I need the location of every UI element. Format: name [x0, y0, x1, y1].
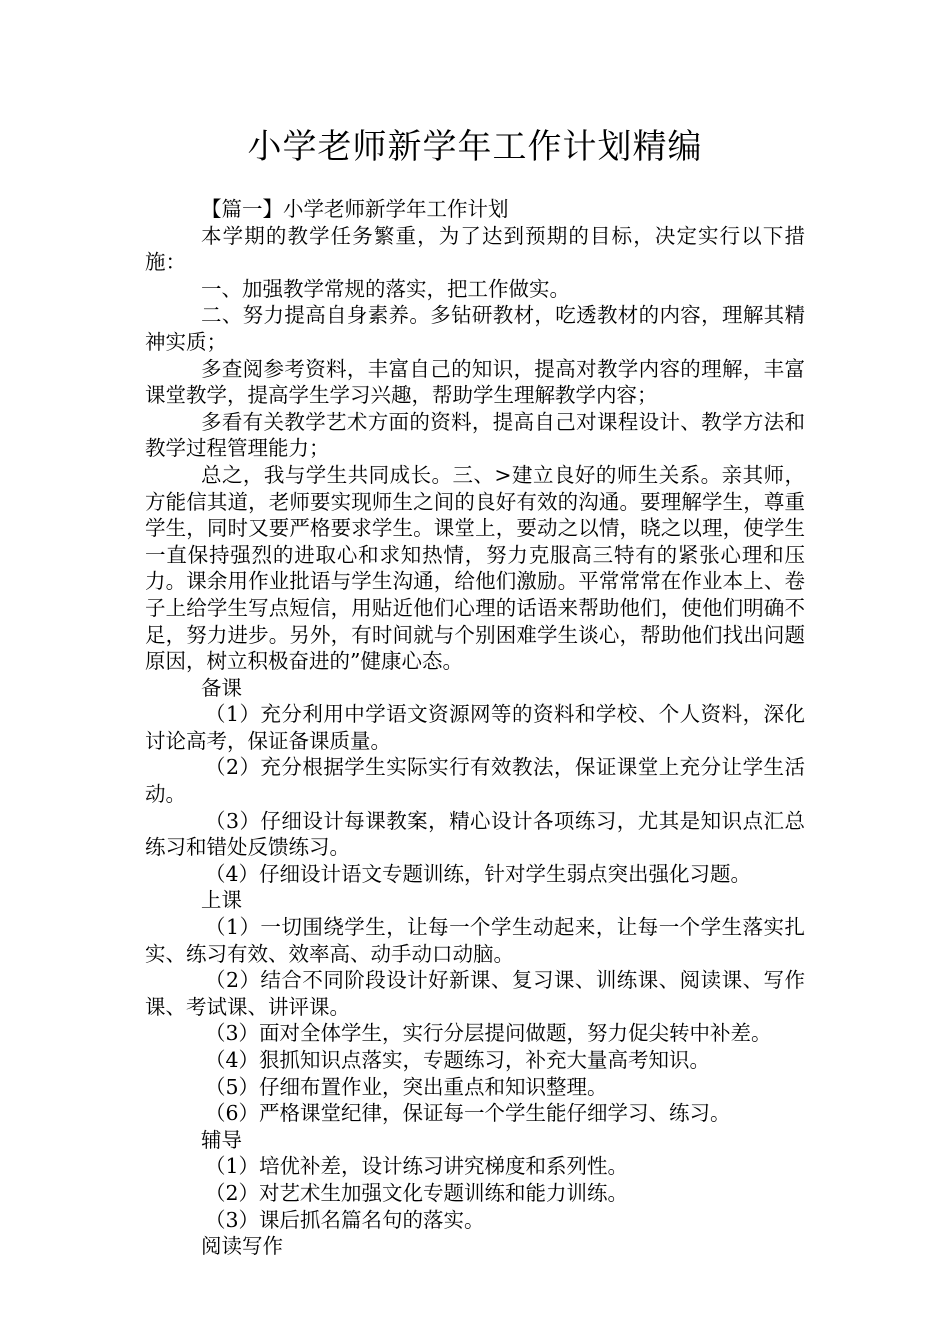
list-item: （3）仔细设计每课教案，精心设计各项练习，尤其是知识点汇总练习和错处反馈练习。 [145, 808, 805, 860]
section-heading: 阅读写作 [201, 1234, 283, 1259]
paragraph: 多看有关教学艺术方面的资料，提高自己对课程设计、教学方法和教学过程管理能力； [145, 409, 805, 461]
list-item: （1）充分利用中学语文资源网等的资料和学校、个人资料，深化讨论高考，保证备课质量。 [145, 702, 805, 753]
document-title: 小学老师新学年工作计划精编 [247, 127, 703, 167]
list-item: （2）结合不同阶段设计好新课、复习课、训练课、阅读课、写作课、考试课、讲评课。 [145, 968, 805, 1019]
list-item: （3）课后抓名篇名句的落实。 [205, 1207, 485, 1232]
paragraph: 总之，我与学生共同成长。三、>建立良好的师生关系。亲其师，方能信其道，老师要实现师生之间的良好有效的沟通。要理解学生，尊重学生，同时又要严格要求学生。课堂上，要动之以情，晓之以理，使学生一直保持强烈的进取心和求知热情，努力克服高三特有的紧张心理和压力。课余用作业批语与学生沟通，给他们激励。平常常常在作业本上、卷子上给学生写点短信，用贴近他们心理的话语来帮助他们，使他们明确不足，努力进步。另外，有时间就与个别困难学生谈心，帮助他们找出问题原因，树立积极奋进的”健康心态。 [145, 462, 805, 674]
paragraph: 多查阅参考资料，丰富自己的知识，提高对教学内容的理解，丰富课堂教学，提高学生学习兴趣，帮助学生理解教学内容； [145, 356, 805, 408]
list-item: （2）对艺术生加强文化专题训练和能力训练。 [205, 1180, 629, 1205]
list-item: （4）狠抓知识点落实，专题练习，补充大量高考知识。 [205, 1048, 711, 1072]
paragraph: 一、加强教学常规的落实，把工作做实。 [201, 276, 570, 301]
section-heading: 备课 [201, 675, 242, 700]
paragraph: 本学期的教学任务繁重，为了达到预期的目标，决定实行以下措施： [145, 223, 805, 275]
section-heading: 辅导 [201, 1127, 242, 1152]
paragraph: 二、努力提高自身素养。多钻研教材，吃透教材的内容，理解其精神实质； [145, 303, 805, 354]
document-body [145, 196, 805, 1260]
list-item: （3）面对全体学生，实行分层提问做题，努力促尖转中补差。 [205, 1021, 772, 1046]
list-item: （6）严格课堂纪律，保证每一个学生能仔细学习、练习。 [205, 1101, 731, 1126]
list-item: （1）一切围绕学生，让每一个学生动起来，让每一个学生落实扎实、练习有效、效率高、动手动口动脑。 [145, 915, 805, 966]
list-item: （4）仔细设计语文专题训练，针对学生弱点突出强化习题。 [205, 861, 752, 886]
list-item: （1）培优补差，设计练习讲究梯度和系列性。 [205, 1154, 629, 1179]
list-item: （2）充分根据学生实际实行有效教法，保证课堂上充分让学生活动。 [145, 755, 805, 807]
list-item: （5）仔细布置作业，突出重点和知识整理。 [205, 1074, 608, 1099]
paragraph: 【篇一】小学老师新学年工作计划 [201, 197, 509, 221]
section-heading: 上课 [201, 888, 242, 913]
